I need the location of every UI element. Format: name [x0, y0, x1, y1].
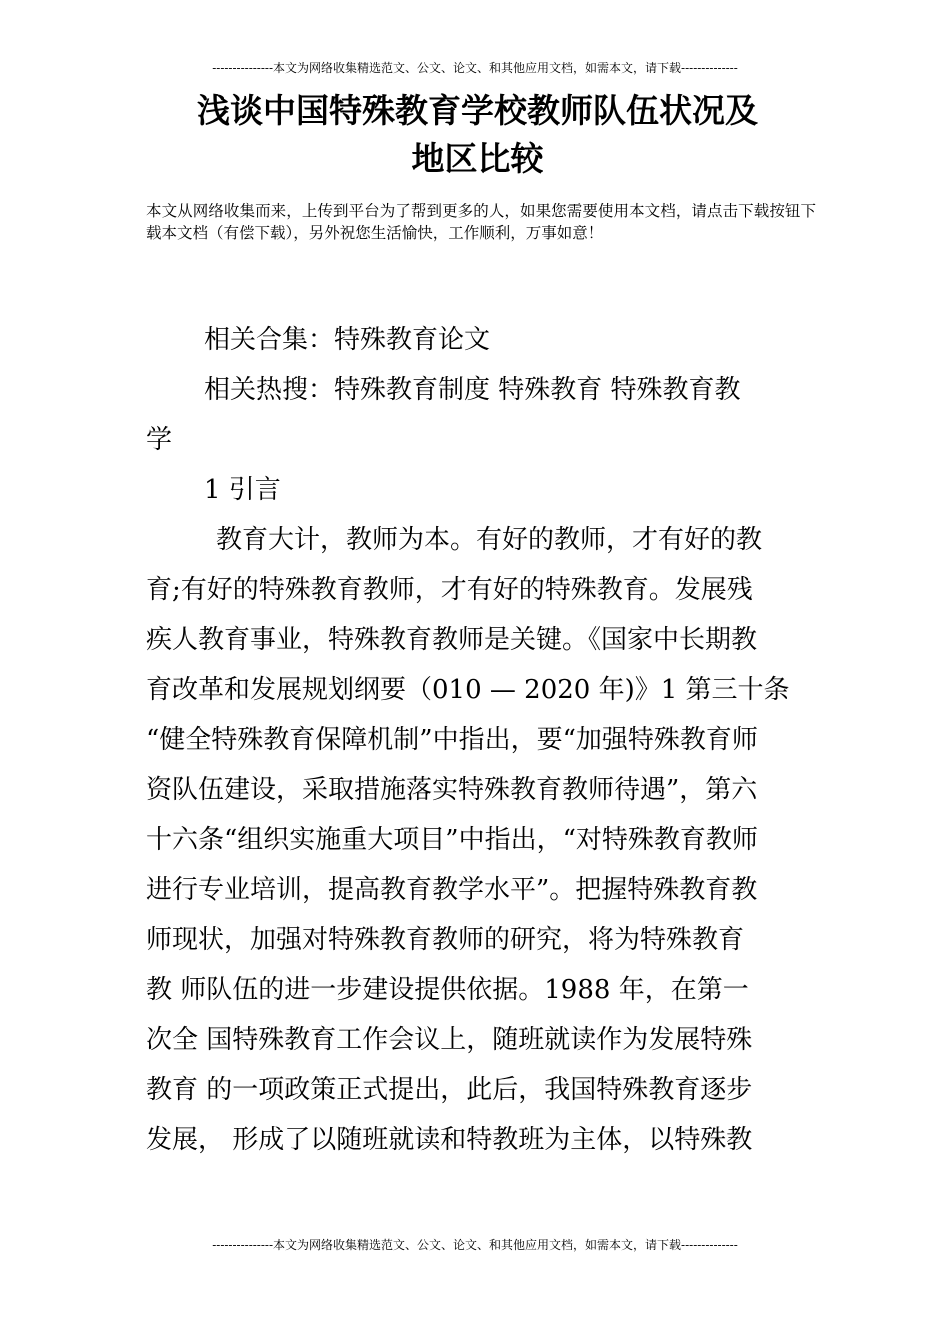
- related-search: 相关热搜：特殊教育制度 特殊教育 特殊教育教: [204, 375, 741, 405]
- paragraph-line: 进行专业培训，提高教育教学水平”。把握特殊教育教: [146, 875, 758, 905]
- footer-banner: ---------------本文为网络收集精选范文、公文、论文、和其他应用文档，如需本文，请下载--------------: [212, 1238, 738, 1252]
- header-banner: ---------------本文为网络收集精选范文、公文、论文、和其他应用文档，如需本文，请下载--------------: [212, 61, 738, 75]
- related-collection: 相关合集：特殊教育论文: [204, 325, 491, 355]
- paragraph-line: 发展， 形成了以随班就读和特教班为主体，以特殊教: [146, 1125, 753, 1155]
- document-title-line-2: 地区比较: [411, 139, 544, 178]
- document-title-line-1: 浅谈中国特殊教育学校教师队伍状况及: [197, 91, 758, 130]
- paragraph-line: 育改革和发展规划纲要（010 — 2020 年)》1 第三十条: [146, 675, 790, 705]
- paragraph-line: 育;有好的特殊教育教师，才有好的特殊教育。发展残: [146, 575, 753, 605]
- related-search-continuation: 学: [146, 425, 173, 455]
- paragraph-line: 师现状，加强对特殊教育教师的研究，将为特殊教育: [146, 925, 745, 955]
- section-heading: 1 引言: [204, 475, 281, 505]
- paragraph-line: 教育 的一项政策正式提出，此后，我国特殊教育逐步: [146, 1075, 753, 1105]
- paragraph-line: “健全特殊教育保障机制”中指出，要“加强特殊教育师: [146, 725, 758, 755]
- paragraph-line: 教育大计，教师为本。有好的教师，才有好的教: [216, 525, 763, 555]
- paragraph-line: 次全 国特殊教育工作会议上，随班就读作为发展特殊: [146, 1025, 753, 1055]
- paragraph-line: 教 师队伍的进一步建设提供依据。1988 年，在第一: [146, 975, 749, 1005]
- paragraph-line: 资队伍建设，采取措施落实特殊教育教师待遇”，第六: [146, 775, 758, 805]
- paragraph-line: 十六条“组织实施重大项目”中指出，“对特殊教育教师: [146, 825, 758, 855]
- intro-notice: 本文从网络收集而来，上传到平台为了帮到更多的人，如果您需要使用本文档，请点击下载按钮下载本文档（有偿下载），另外祝您生活愉快，工作顺利，万事如意！: [146, 202, 816, 242]
- paragraph-line: 疾人教育事业，特殊教育教师是关键。《国家中长期教: [146, 625, 758, 655]
